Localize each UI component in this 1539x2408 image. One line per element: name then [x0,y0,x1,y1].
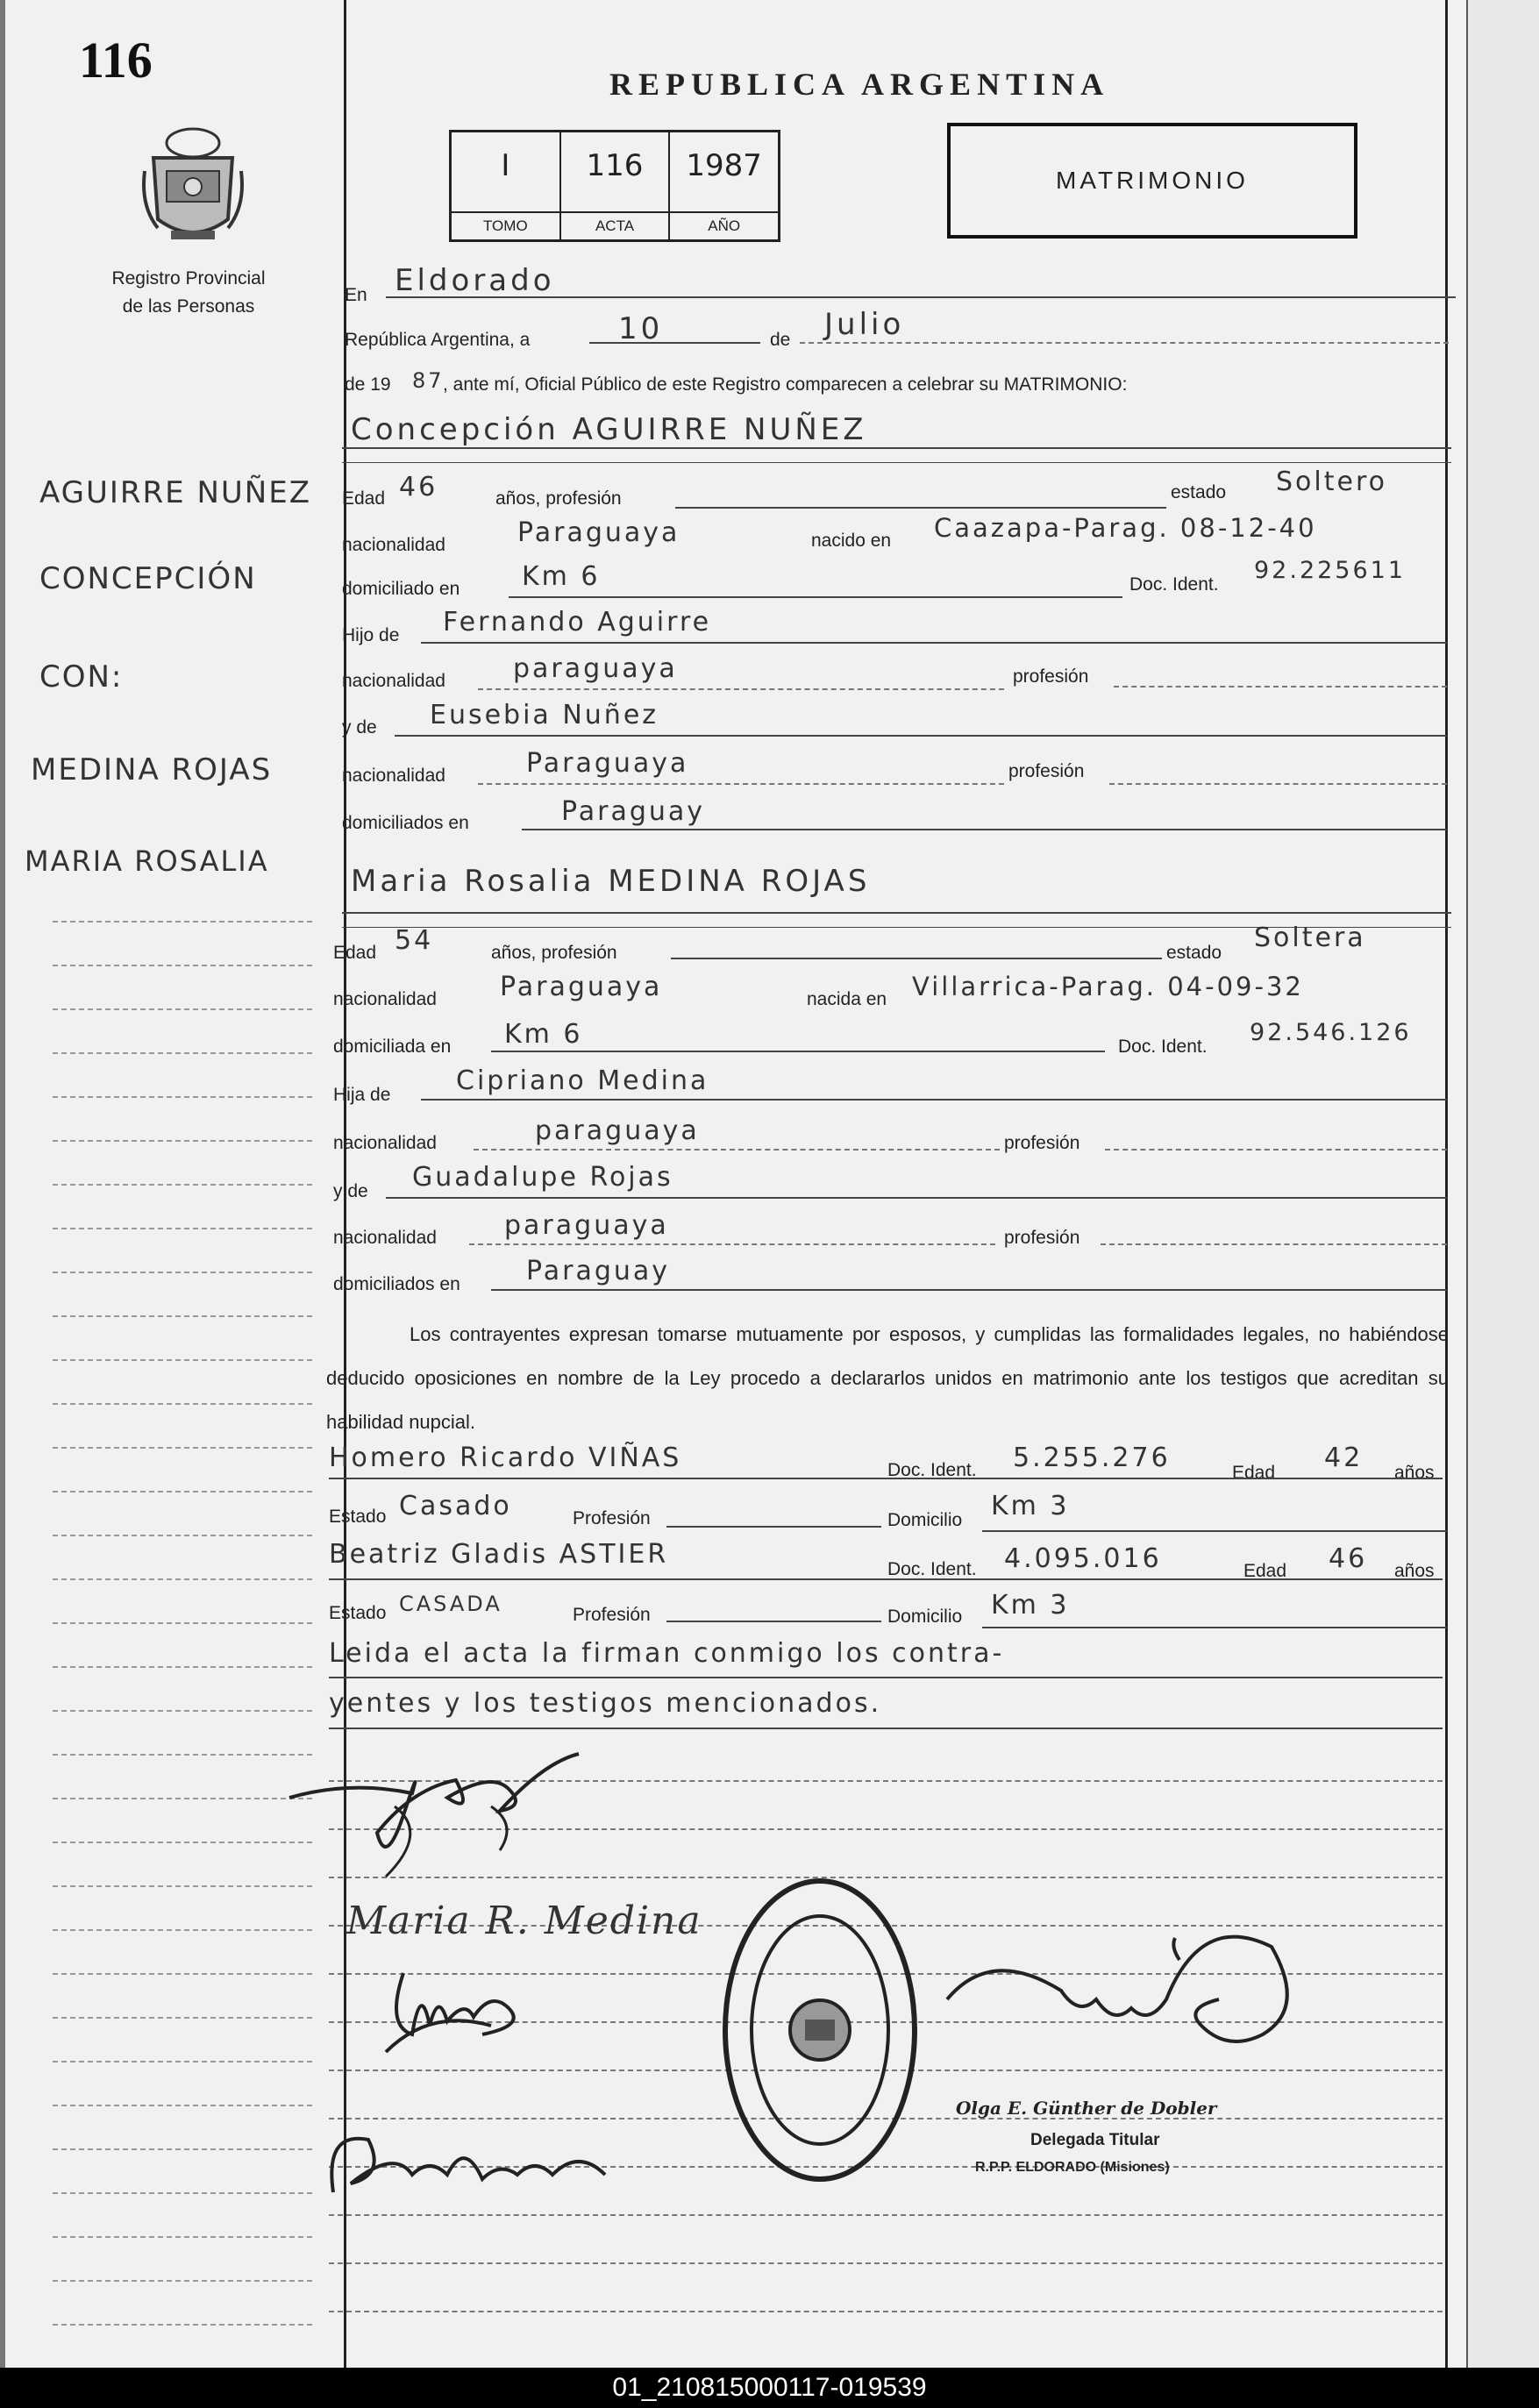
witness1-doc: 5.255.276 [1013,1443,1171,1473]
witness1-anos-label: años [1394,1463,1435,1483]
groom-father-prof-rule [1114,686,1447,687]
bride-domicilio: Km 6 [504,1019,583,1050]
bride-estado: Soltera [1254,923,1366,953]
book-number: 116 [79,32,153,89]
groom-hijo-label: Hijo de [342,625,400,645]
closing-line-2: yentes y los testigos mencionados. [329,1688,882,1719]
bride-father-nac-rule [474,1149,1000,1151]
groom-nacido-label: nacido en [811,531,892,551]
bride-father-prof-rule [1105,1149,1447,1151]
witness1-domicilio: Km 3 [991,1491,1070,1521]
bride-doc-label: Doc. Ident. [1118,1037,1208,1057]
bride-mother-rule [386,1197,1447,1199]
bride-mother-nac: paraguaya [504,1210,669,1241]
bride-nacida-label: nacida en [807,989,887,1009]
year-suffix: 87 [412,368,445,393]
next-page-edge [1466,0,1539,2368]
country-heading: REPUBLICA ARGENTINA [609,67,1110,102]
groom-edad-label: Edad [342,488,386,509]
bride-signature-text: Maria R. Medina [346,1899,702,1943]
witness2-name: Beatriz Gladis ASTIER [329,1539,669,1570]
groom-father-rule [421,642,1447,644]
bride-father-nac-label: nacionalidad [333,1133,437,1153]
witness2-domicilio-label: Domicilio [887,1607,963,1627]
witness2-age: 46 [1329,1543,1368,1574]
registry-office-label [70,265,307,321]
bride-nac: Paraguaya [500,972,663,1002]
anio-cell [670,132,778,239]
day-value: 10 [618,311,664,346]
groom-estado-label: estado [1171,482,1227,502]
groom-nac-label: nacionalidad [342,535,445,555]
margin-rule [53,1622,312,1624]
witness1-doc-label: Doc. Ident. [887,1460,977,1480]
witness1-estado-label: Estado [329,1507,387,1527]
margin-rule [53,1052,312,1054]
acta-value: 116 [586,148,644,183]
witness2-profesion-label: Profesión [573,1605,651,1625]
margin-rule [53,1798,312,1799]
month-rule [800,342,1449,344]
tomo-value: I [501,148,510,183]
margin-bride-surname: MEDINA ROJAS [31,752,273,787]
margin-rule [53,1710,312,1712]
witness2-estado-label: Estado [329,1603,387,1623]
margin-rule [53,2280,312,2282]
bride-age: 54 [395,925,434,956]
witness2-profesion-rule [666,1621,881,1622]
bride-full-name: Maria Rosalia MEDINA ROJAS [351,864,871,899]
anio-label: AÑO [670,211,778,239]
margin-connector: CON: [39,659,124,695]
registry-line-2: de las Personas [122,296,255,317]
witness1-domicilio-label: Domicilio [887,1510,963,1530]
en-label: En [345,285,367,305]
margin-rule [53,1578,312,1580]
margin-groom-surname: AGUIRRE NUÑEZ [39,475,311,510]
witness1-profesion-rule [666,1526,881,1528]
record-number-box [449,130,780,242]
coat-of-arms-icon [140,118,246,250]
margin-groom-given: CONCEPCIÓN [39,561,257,596]
witness2-edad-label: Edad [1243,1561,1287,1581]
groom-signature [281,1745,596,1885]
day-rule [589,342,760,344]
closing-rule-2 [329,1728,1443,1729]
margin-rule [53,1535,312,1536]
registry-line-1: Registro Provincial [111,268,266,289]
official-signature [938,1894,1307,2087]
groom-doc-label: Doc. Ident. [1129,574,1219,595]
witness1-estado: Casado [399,1491,512,1521]
groom-domicilio: Km 6 [522,561,601,592]
bride-nac-label: nacionalidad [333,989,437,1009]
witness1-name-rule [329,1478,1443,1479]
groom-mother-nac-rule [478,783,1004,785]
groom-nac: Paraguaya [517,517,680,548]
witness1-signature [377,1956,552,2061]
witness2-estado: CASADA [399,1592,502,1616]
groom-domicilio-rule [509,596,1122,598]
place-value: Eldorado [395,263,555,298]
margin-rule [53,2105,312,2106]
official-office: R.P.P. ELDORADO (Misiones) [975,2160,1170,2175]
margin-rule [53,1929,312,1931]
witness1-name: Homero Ricardo VIÑAS [329,1443,682,1473]
witness1-age: 42 [1324,1443,1364,1473]
bride-father-rule [421,1099,1447,1101]
bride-doc: 92.546.126 [1250,1019,1412,1046]
witness1-profesion-label: Profesión [573,1508,651,1528]
bride-edad-label: Edad [333,943,377,963]
witness2-signature [316,2113,631,2210]
groom-anos-profesion: años, profesión [495,488,622,509]
groom-mother-rule [395,735,1447,737]
closing-line-1: Leida el acta la firman conmigo los contra- [329,1638,1005,1669]
margin-rule [53,1096,312,1098]
groom-estado: Soltero [1276,467,1387,497]
bride-anos-profesion: años, profesión [491,943,617,963]
scan-footer-code: 01_210815000117-019539 [0,2368,1539,2408]
groom-mother-prof-label: profesión [1008,761,1085,781]
margin-rule [53,2192,312,2194]
republic-label: República Argentina, a [345,330,531,350]
margin-rule [53,1008,312,1010]
witness2-name-rule [329,1578,1443,1580]
groom-name-rule-2 [342,462,1451,463]
place-rule [386,296,1456,298]
bride-domiciliados-label: domiciliados en [333,1274,460,1294]
groom-domiciliados-label: domiciliados en [342,813,469,833]
bride-mother: Guadalupe Rojas [412,1162,673,1193]
bride-yde-label: y de [333,1181,368,1201]
margin-rule [53,1272,312,1273]
acta-label: ACTA [561,211,669,239]
year-prefix: de 19 [345,374,391,395]
witness1-domicilio-rule [982,1530,1447,1532]
margin-rule [53,1184,312,1186]
margin-rule [53,965,312,966]
tomo-label: TOMO [452,211,559,239]
groom-mother: Eusebia Nuñez [430,700,659,730]
bride-father-nac: paraguaya [535,1115,700,1146]
groom-yde-label: y de [342,717,377,737]
signature-rule [329,2214,1443,2216]
de-label: de [770,330,791,350]
margin-rule [53,2236,312,2238]
official-name: Olga E. Günther de Dobler [956,2098,1217,2119]
margin-rule [53,1315,312,1317]
signature-rule [329,2262,1443,2264]
bride-name-rule [342,912,1451,914]
groom-father-nac: paraguaya [513,653,678,684]
witness1-edad-label: Edad [1232,1463,1276,1483]
bride-mother-prof-label: profesión [1004,1228,1080,1248]
groom-parents-domicile-rule [522,829,1447,830]
acta-cell [561,132,671,239]
margin-rule [53,2324,312,2326]
bride-signature [346,1899,702,1943]
groom-father: Fernando Aguirre [443,607,712,638]
month-value: Julio [824,307,905,342]
groom-doc: 92.225611 [1254,557,1407,584]
groom-mother-nac-label: nacionalidad [342,766,445,786]
bride-parents-domicile-rule [491,1289,1447,1291]
record-type: MATRIMONIO [1056,167,1249,194]
bride-parents-domicile: Paraguay [526,1256,671,1286]
bride-hija-label: Hija de [333,1085,391,1105]
groom-full-name: Concepción AGUIRRE NUÑEZ [351,412,867,447]
witness2-doc-label: Doc. Ident. [887,1559,977,1579]
margin-rule [53,2017,312,2019]
bride-birthplace: Villarrica-Parag. 04-09-32 [912,972,1304,1001]
margin-rule [53,1403,312,1405]
margin-bride-given: MARIA ROSALIA [25,844,269,878]
bride-mother-nac-rule [469,1243,995,1245]
witness2-domicilio-rule [982,1627,1447,1628]
tomo-cell [452,132,561,239]
groom-father-prof-label: profesión [1013,666,1089,687]
bride-estado-label: estado [1166,943,1222,963]
declaration-text: Los contrayentes expresan tomarse mutuamente por esposos, y cumplidas las formalidades legales, no habiéndose deducido oposiciones en nombre de la Ley procedo a declararlos unidos en matrimonio ante los testigos que acreditan su habilidad nupcial. [326,1323,1449,1433]
groom-parents-domicile: Paraguay [561,796,706,827]
witness2-domicilio: Km 3 [991,1590,1070,1621]
groom-birthplace: Caazapa-Parag. 08-12-40 [934,513,1317,543]
margin-rule [53,921,312,923]
groom-age: 46 [399,472,438,502]
official-title: Delegada Titular [1030,2131,1160,2149]
bride-mother-prof-rule [1101,1243,1447,1245]
witness2-anos-label: años [1394,1561,1435,1581]
margin-rule [53,1754,312,1756]
closing-rule-1 [329,1677,1443,1678]
groom-father-nac-label: nacionalidad [342,671,445,691]
margin-rule [53,1666,312,1668]
signature-rule [329,2311,1443,2312]
record-type-box [947,123,1357,239]
groom-father-nac-rule [478,688,1004,690]
anio-value: 1987 [686,148,762,183]
margin-rule [53,1491,312,1493]
margin-rule [53,2061,312,2062]
margin-rule [53,1973,312,1975]
bride-domicilio-rule [491,1051,1105,1052]
margin-rule [53,1228,312,1229]
bride-mother-nac-label: nacionalidad [333,1228,437,1248]
left-page-edge [0,0,5,2368]
groom-profession-rule [675,507,1166,509]
margin-rule [53,1885,312,1887]
appear-text: , ante mí, Oficial Público de este Registro comparecen a celebrar su MATRIMONIO: [443,374,1128,395]
right-border-line [1445,0,1448,2368]
bride-father-prof-label: profesión [1004,1133,1080,1153]
groom-name-rule [342,447,1451,449]
margin-rule [53,1359,312,1361]
groom-mother-prof-rule [1109,783,1447,785]
official-stamp [719,1872,921,2188]
margin-rule [53,1447,312,1449]
bride-father: Cipriano Medina [456,1065,709,1096]
groom-domiciliado-label: domiciliado en [342,579,460,599]
witness2-doc: 4.095.016 [1004,1543,1162,1574]
bride-domiciliada-label: domiciliada en [333,1037,452,1057]
bride-profession-rule [671,958,1162,959]
groom-mother-nac: Paraguaya [526,748,689,779]
margin-rule [53,1842,312,1843]
margin-rule [53,2148,312,2150]
margin-rule [53,1140,312,1142]
